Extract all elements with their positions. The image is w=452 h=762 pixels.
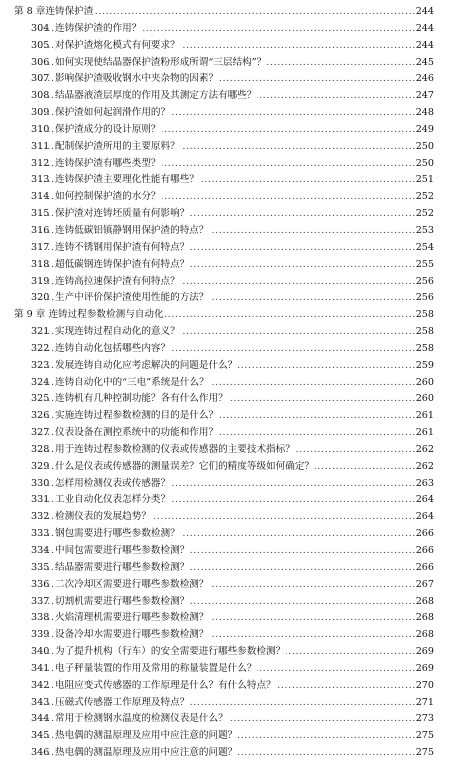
toc-entry [0,476,452,493]
toc-entry [0,627,452,644]
toc-entry-title: 电阻应变式传感器的工作原理是什么？有什么特点？ [55,679,276,691]
toc-page-number: 252 [415,206,434,223]
toc-entry-number: 344 [31,713,50,725]
toc-entry [0,341,452,358]
toc-page-number: 260 [415,375,434,392]
toc-entry-number: 304 [31,22,50,34]
toc-entry [0,560,452,577]
toc-entry-number: 345 [31,730,50,742]
toc-entry-number: 318 [31,258,50,270]
toc-entry-number: 312 [31,157,50,169]
toc-entry-title: 保护渣对连铸坯质量有何影响？ [55,208,190,220]
toc-entry-title: 工业自动化仪表怎样分类？ [55,494,171,506]
toc-entry-number: 317 [31,241,50,253]
toc-page-number: 244 [415,38,434,55]
toc-entry-number: 307 [31,73,50,85]
toc-entry-number: 314 [31,191,50,203]
toc-page-number: 261 [415,425,434,442]
toc-entry-number: 308 [31,90,50,102]
toc-entry-number: 313 [31,174,50,186]
toc-entry-number: 323 [31,359,50,371]
toc-entry-title: 仪表设备在测控系统中的功能和作用？ [55,427,219,439]
toc-page-number: 246 [415,71,434,88]
toc-page-number: 275 [415,728,434,745]
toc-page-number: 270 [415,678,434,695]
toc-entry-number: 333 [31,528,50,540]
toc-entry [0,610,452,627]
toc-entry-number: 309 [31,107,50,119]
toc-entry-title: 热电偶的测温原理及应用中应注意的问题？ [55,747,238,759]
toc-entry [0,358,452,375]
toc-entry [0,274,452,291]
toc-entry [0,678,452,695]
toc-entry-number: 327 [31,427,50,439]
toc-entry [0,122,452,139]
toc-page-number: 258 [415,324,434,341]
toc-entry-title: 连铸机有几种控制功能？各有什么作用？ [55,393,228,405]
toc-entry-title: 配制保护渣所用的主要原料？ [55,140,180,152]
toc-page-number: 250 [415,156,434,173]
toc-page-number: 273 [415,711,434,728]
toc-entry-number: 315 [31,208,50,220]
toc-entry-title: 发展连铸自动化应考虑解决的问题是什么？ [55,359,238,371]
toc-entry [0,391,452,408]
toc-entry-number: 306 [31,56,50,68]
toc-page-number: 256 [415,274,434,291]
toc-entry [0,206,452,223]
toc-entry [0,156,452,173]
table-of-contents [0,4,452,762]
toc-page-number: 268 [415,594,434,611]
toc-entry-title: 用于连铸过程参数检测的仪表或传感器的主要技术指标？ [55,443,295,455]
toc-entry-number: 341 [31,662,50,674]
toc-entry-number: 339 [31,629,50,641]
toc-entry-title: 为了提升机构（行车）的安全需要进行哪些参数检测？ [55,646,286,658]
toc-entry-title: 连铸保护渣主要理化性能有哪些？ [55,174,199,186]
toc-entry [0,21,452,38]
toc-entry-number: 338 [31,612,50,624]
toc-entry-title: 连铸保护渣有哪些类型？ [55,157,161,169]
toc-page-number: 267 [415,577,434,594]
toc-entry-number: 322 [31,342,50,354]
toc-page-number: 264 [415,492,434,509]
toc-chapter-title: 第 8 章连铸保护渣 [14,6,94,17]
toc-page-number: 254 [415,240,434,257]
toc-entry-number: 319 [31,275,50,287]
toc-page-number: 247 [415,88,434,105]
toc-entry-title: 生产中评价保护渣使用性能的方法？ [55,292,209,304]
toc-page-number: 259 [415,358,434,375]
toc-entry-title: 设备冷却水需要进行哪些参数检测？ [55,629,209,641]
toc-entry-number: 337 [31,595,50,607]
toc-entry-title: 常用于检测钢水温度的检测仪表是什么？ [55,713,228,725]
toc-page-number: 261 [415,408,434,425]
toc-page-number: 269 [415,644,434,661]
toc-page-number: 245 [415,55,434,72]
toc-entry-number: 343 [31,696,50,708]
toc-entry-title: 压磁式传感器工作原理及特点？ [55,696,190,708]
toc-entry-title: 电子秤量装置的作用及常用的称量装置是什么？ [55,662,257,674]
toc-entry-number: 332 [31,511,50,523]
toc-entry-number: 324 [31,376,50,388]
toc-page-number: 252 [415,189,434,206]
toc-page-number: 258 [415,341,434,358]
toc-entry-title: 热电偶的测温原理及应用中应注意的问题？ [55,730,238,742]
toc-entry-title: 连铸保护渣的作用？ [55,22,142,34]
toc-page-number: 260 [415,391,434,408]
toc-entry-title: 火焰清理机需要进行哪些参数检测？ [55,612,209,624]
toc-entry-number: 335 [31,561,50,573]
toc-entry-number: 330 [31,477,50,489]
toc-page-number: 266 [415,543,434,560]
toc-entry-title: 保护渣成分的设计原则？ [55,123,161,135]
toc-entry-number: 334 [31,545,50,556]
toc-chapter-heading [0,307,452,324]
toc-entry [0,745,452,762]
toc-page-number: 262 [415,442,434,459]
toc-entry-title: 检测仪表的发展趋势？ [55,511,151,523]
toc-entry [0,139,452,156]
toc-entry [0,661,452,678]
toc-page-number: 253 [415,223,434,240]
toc-page-number: 255 [415,257,434,274]
toc-entry-number: 320 [31,292,50,304]
toc-entry-number: 336 [31,578,50,590]
toc-entry [0,728,452,745]
toc-entry [0,577,452,594]
toc-entry [0,375,452,392]
toc-entry-title: 保护渣如何起润滑作用的？ [55,107,171,119]
toc-entry-title: 对保护渣熔化模式有何要求？ [55,39,180,51]
toc-page-number: 268 [415,627,434,644]
toc-entry-title: 如何控制保护渣的水分？ [55,191,161,203]
toc-entry-number: 328 [31,443,50,455]
toc-entry-title: 结晶器液渣层厚度的作用及其测定方法有哪些？ [55,90,257,102]
toc-entry-number: 346 [31,747,50,759]
toc-entry [0,172,452,189]
toc-entry [0,88,452,105]
toc-entry [0,408,452,425]
toc-entry-number: 316 [31,224,50,236]
toc-chapter-title: 第 9 章 连铸过程参数检测与自动化 [14,309,164,321]
toc-page-number: 250 [415,139,434,156]
toc-entry [0,290,452,307]
toc-entry [0,71,452,88]
toc-entry [0,240,452,257]
toc-page-number: 275 [415,745,434,762]
toc-entry-title: 结晶器需要进行哪些参数检测？ [55,561,190,573]
toc-entry [0,526,452,543]
toc-entry-title: 中间包需要进行哪些参数检测？ [55,545,190,556]
toc-entry [0,695,452,712]
toc-entry [0,644,452,661]
toc-entry [0,711,452,728]
toc-entry-number: 311 [31,140,50,152]
toc-entry [0,223,452,240]
toc-page-number: 263 [415,476,434,493]
toc-entry-number: 340 [31,646,50,658]
toc-entry [0,257,452,274]
toc-page-number: 249 [415,122,434,139]
toc-page-number: 248 [415,105,434,122]
toc-entry [0,492,452,509]
toc-entry-title: 钢包需要进行哪些参数检测？ [55,528,180,540]
toc-page-number: 244 [415,21,434,38]
toc-entry [0,543,452,560]
toc-page-number: 268 [415,610,434,627]
toc-entry-title: 连铸自动化包括哪些内容？ [55,342,171,354]
toc-entry-number: 305 [31,39,50,51]
toc-entry-title: 超低碳钢连铸保护渣有何特点？ [55,258,190,270]
toc-entry-title: 连铸自动化中的“三电”系统是什么？ [55,376,209,388]
toc-entry-number: 329 [31,460,50,472]
toc-page-number: 266 [415,526,434,543]
toc-chapter-heading [0,4,452,21]
toc-entry-title: 怎样用检测仪表或传感器？ [55,477,171,489]
toc-entry-number: 342 [31,679,50,691]
toc-page-number: 244 [415,4,434,21]
toc-entry-title: 切割机需要进行哪些参数检测？ [55,595,190,607]
dot-leader [40,4,432,21]
toc-entry [0,594,452,611]
toc-entry [0,324,452,341]
toc-page-number: 269 [415,661,434,678]
toc-page-number: 266 [415,560,434,577]
toc-entry [0,509,452,526]
toc-entry [0,55,452,72]
toc-entry-title: 连铸低碳铝镇静钢用保护渣的特点？ [55,224,209,236]
toc-entry-title: 连铸高拉速保护渣有何特点？ [55,275,180,287]
toc-entry-title: 影响保护渣吸收钢水中夹杂物的因素？ [55,73,219,85]
toc-page-number: 262 [415,459,434,476]
toc-entry-number: 325 [31,393,50,405]
toc-entry-number: 310 [31,123,50,135]
toc-page-number: 256 [415,290,434,307]
toc-entry-title: 实施连铸过程参数检测的目的是什么？ [55,410,219,422]
toc-entry-title: 如何实现使结晶器保护渣粉形成所谓“三层结构”？ [55,56,267,68]
toc-entry-number: 331 [31,494,50,506]
toc-entry [0,459,452,476]
toc-entry [0,38,452,55]
toc-page-number: 271 [415,695,434,712]
toc-entry-number: 321 [31,326,50,338]
toc-entry-title: 连铸不锈钢用保护渣有何特点？ [55,241,190,253]
toc-entry [0,105,452,122]
toc-page-number: 258 [415,307,434,324]
toc-entry-title: 实现连铸过程自动化的意义？ [55,326,180,338]
toc-page-number: 264 [415,509,434,526]
toc-entry-title: 什么是仪表或传感器的测量误差？它们的精度等级如何确定？ [55,460,315,472]
toc-entry [0,189,452,206]
toc-entry [0,425,452,442]
toc-page-number: 251 [415,172,434,189]
toc-entry-title: 二次冷却区需要进行哪些参数检测？ [55,578,209,590]
toc-entry [0,442,452,459]
toc-entry-number: 326 [31,410,50,422]
